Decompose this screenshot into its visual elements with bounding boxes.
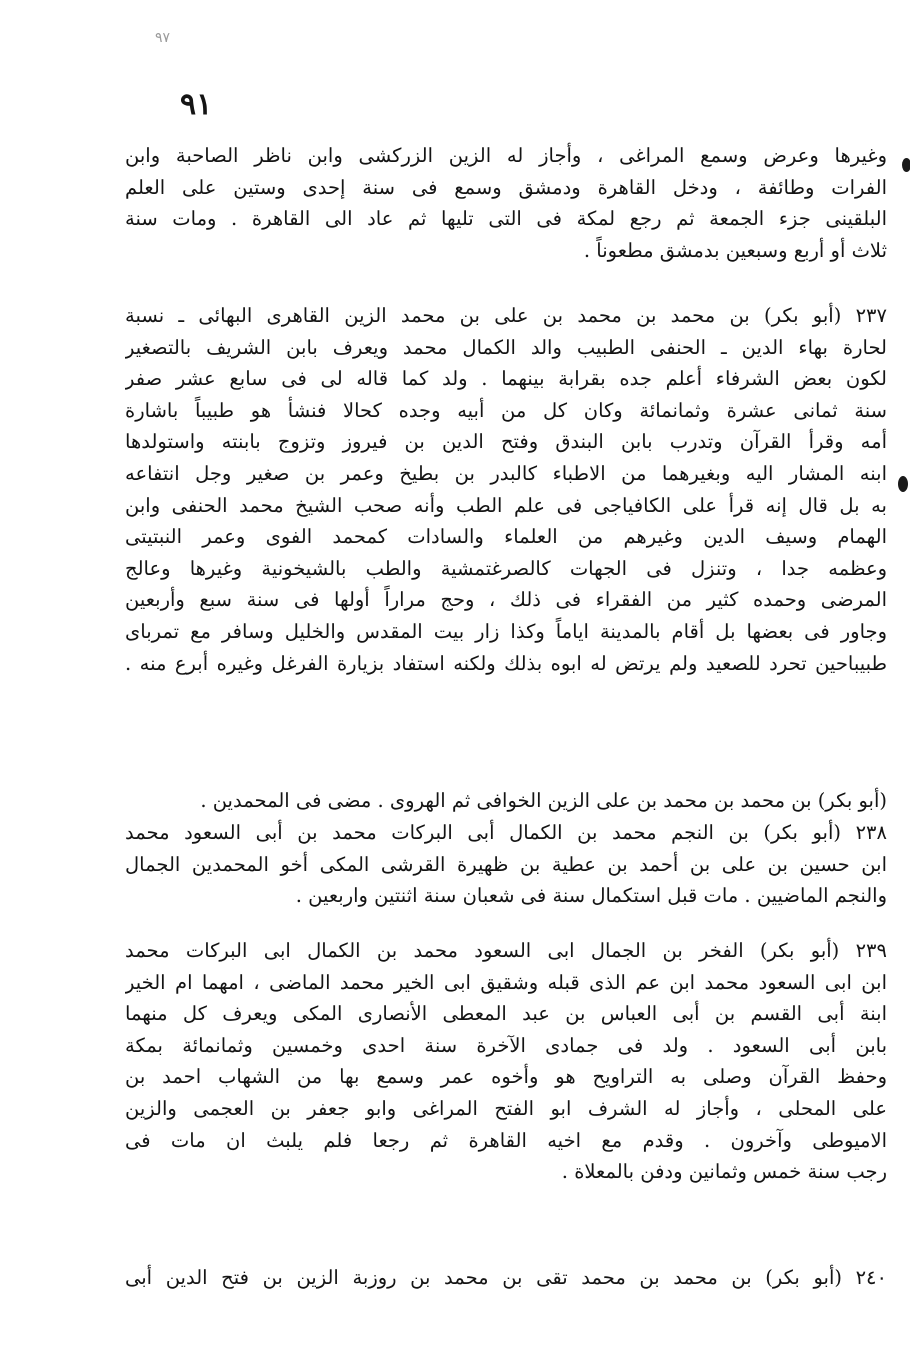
text-line: به بل قال إنه قرأ على الكافياجى فى علم الطب وأنه صحب الشيخ محمد الحنفى وابن xyxy=(125,493,887,517)
text-line: ابنة أبى القسم بن أبى العباس بن عبد المعطى الأنصارى المكى ويعرف كل منهما xyxy=(125,1002,887,1026)
text-line: سنة ثمانى عشرة وثمانمائة وكان كل من أبيه وجده كحالا فنشأ هو طبيباً باشارة xyxy=(125,398,887,422)
text-line: لكون بعض الشرفاء أعلم جده بقرابة بينهما . ولد كما قاله لى فى سابع عشر صفر xyxy=(125,367,887,391)
binding-hole-bottom xyxy=(898,476,908,492)
text-line: (أبو بكر) بن محمد بن محمد بن على الزين الخوافى ثم الهروى . مضى فى المحمدين . xyxy=(200,789,887,812)
text-line: ٢٣٨ (أبو بكر) بن النجم محمد بن الكمال أبى البركات محمد بن أبى السعود محمد xyxy=(125,821,887,844)
corner-mark: ٩٧ xyxy=(155,30,171,46)
text-line: رجب سنة خمس وثمانين ودفن بالمعلاة . xyxy=(561,1160,887,1184)
text-line: والنجم الماضيين . مات قبل استكمال سنة فى شعبان سنة اثنتين واربعين . xyxy=(295,884,887,908)
entry-240 xyxy=(125,1262,887,1294)
text-line: وحفظ القرآن وصلى به التراويح هو وأخوه عمر وسمع بها من الشهاب احمد بن xyxy=(125,1065,887,1089)
text-line: الفرات وطائفة ، ودخل القاهرة ودمشق وسمع فى سنة إحدى وستين على العلم xyxy=(125,175,887,199)
text-line: أمه وقرأ القرآن وتدرب بابن البندق وفتح الدين بن فيروز وتزوج بابنته واستولدها xyxy=(125,430,887,454)
text-line: الهمام وسيف الدين وغيرهم من العلماء والسادات كمحمد الفوى وعمر النبتيتى xyxy=(125,525,887,549)
entry-238 xyxy=(125,817,887,912)
entry-cross-reference xyxy=(125,785,887,817)
text-line: لحارة بهاء الدين ـ الحنفى الطبيب والد الكمال محمد ويعرف بابن الشريف بالتصغير xyxy=(125,335,887,359)
text-line: طبيباحين تحرد للصعيد ولم يرتض له ابوه بذلك ولكنه استفاد بزيارة الفرغل وغيره أبرع منه . xyxy=(125,651,887,675)
text-line: وجاور فى بعضها بل أقام بالمدينة اياماً وكذا زار بيت المقدس والخليل وسافر مع تمرباى xyxy=(125,619,887,643)
text-line: الاميوطى وآخرون . وقدم مع اخيه القاهرة ثم رجعا فلم يلبث ان مات فى xyxy=(125,1128,887,1152)
text-line: وعظمه جدا ، وتنزل فى الجهات كالصرغتمشية والطب بالشيخونية وغيرها وعالج xyxy=(125,556,887,580)
text-line: ابن ابى السعود محمد ابن عم الذى قبله وشقيق ابى الخير محمد الماضى ، امهما ام الخير xyxy=(125,970,887,994)
text-line: ابن حسين بن على بن أحمد بن عطية بن ظهيرة القرشى المكى أخو المحمدين الجمال xyxy=(125,852,887,876)
entry-239 xyxy=(125,935,887,1188)
text-line: وغيرها وعرض وسمع المراغى ، وأجاز له الزين الزركشى وابن ناظر الصاحبة وابن xyxy=(125,144,887,167)
paragraph-continuation xyxy=(125,140,887,266)
text-line: ٢٤٠ (أبو بكر) بن محمد بن محمد تقى بن محمد بن روزبة الزين بن فتح الدين أبى xyxy=(125,1266,887,1289)
text-line: ٢٣٩ (أبو بكر) الفخر بن الجمال ابى السعود محمد بن الكمال ابى البركات محمد xyxy=(125,939,887,962)
text-line: على المحلى ، وأجاز له الشرف ابو الفتح المراغى وابو جعفر بن العجمى والزين xyxy=(125,1096,887,1120)
page-number: ٩١ xyxy=(180,87,213,122)
text-line: ٢٣٧ (أبو بكر) بن محمد بن محمد بن على بن محمد الزين القاهرى البهائى ـ نسبة xyxy=(125,304,887,327)
text-line: البلقينى جزء الجمعة ثم رجع لمكة فى التى تليها ثم عاد الى القاهرة . ومات سنة xyxy=(125,207,887,231)
text-line: المرضى وحمده كثير من الفقراء فى ذلك ، وحج مراراً أولها فى سنة سبع وأربعين xyxy=(125,588,887,612)
text-line: بابن أبى السعود . ولد فى جمادى الآخرة سنة احدى وخمسين وثمانمائة بمكة xyxy=(125,1033,887,1057)
entry-237 xyxy=(125,300,887,679)
text-line: ثلاث أو أربع وسبعين بدمشق مطعوناً . xyxy=(583,238,887,262)
text-line: ابنه المشار اليه وبغيرهما من الاطباء كالبدر بن بطيخ وعمر بن صغير وجل انتفاعه xyxy=(125,461,887,485)
binding-hole-top xyxy=(902,158,910,172)
